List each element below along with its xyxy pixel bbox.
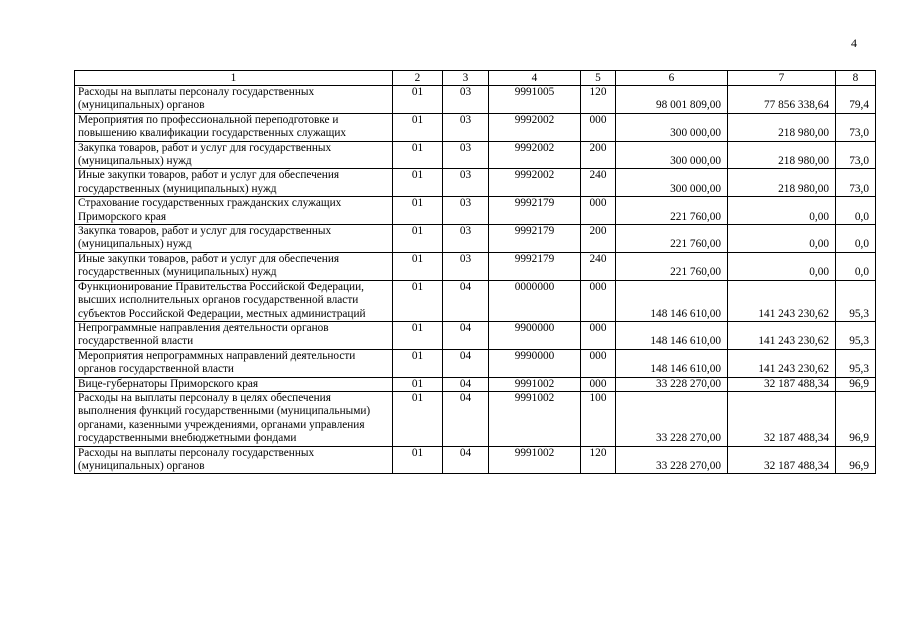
cell-subsection: 03 — [443, 141, 489, 169]
table-row — [75, 225, 876, 253]
cell-percent: 73,0 — [836, 141, 876, 169]
cell-section: 01 — [393, 169, 443, 197]
cell-section: 01 — [393, 280, 443, 321]
table-row — [75, 391, 876, 446]
table-row — [75, 349, 876, 377]
cell-percent: 0,0 — [836, 225, 876, 253]
cell-subsection: 03 — [443, 86, 489, 114]
row-name: Расходы на выплаты персоналу государственных (муниципальных) органов — [75, 86, 393, 114]
cell-target-code: 9991002 — [489, 446, 581, 474]
cell-target-code: 9992179 — [489, 252, 581, 280]
cell-target-code: 9991002 — [489, 377, 581, 391]
cell-section: 01 — [393, 349, 443, 377]
cell-expense-type: 000 — [581, 349, 616, 377]
cell-section: 01 — [393, 113, 443, 141]
cell-percent: 96,9 — [836, 391, 876, 446]
row-name: Иные закупки товаров, работ и услуг для обеспечения государственных (муниципальных) нужд — [75, 169, 393, 197]
cell-section: 01 — [393, 252, 443, 280]
row-name: Расходы на выплаты персоналу государственных (муниципальных) органов — [75, 446, 393, 474]
column-header: 1 — [75, 71, 393, 86]
cell-section: 01 — [393, 321, 443, 349]
cell-planned-amount: 33 228 270,00 — [616, 377, 728, 391]
cell-subsection: 03 — [443, 252, 489, 280]
cell-percent: 96,9 — [836, 377, 876, 391]
cell-expense-type: 120 — [581, 86, 616, 114]
cell-percent: 96,9 — [836, 446, 876, 474]
row-name: Мероприятия по профессиональной переподготовке и повышению квалификации государственных служащих — [75, 113, 393, 141]
cell-expense-type: 000 — [581, 377, 616, 391]
table-row — [75, 446, 876, 474]
cell-percent: 95,3 — [836, 321, 876, 349]
cell-executed-amount: 77 856 338,64 — [728, 86, 836, 114]
cell-planned-amount: 221 760,00 — [616, 197, 728, 225]
cell-section: 01 — [393, 446, 443, 474]
row-name: Непрограммные направления деятельности органов государственной власти — [75, 321, 393, 349]
cell-expense-type: 120 — [581, 446, 616, 474]
cell-target-code: 9992179 — [489, 197, 581, 225]
cell-expense-type: 000 — [581, 197, 616, 225]
cell-expense-type: 200 — [581, 141, 616, 169]
cell-section: 01 — [393, 86, 443, 114]
cell-planned-amount: 300 000,00 — [616, 113, 728, 141]
row-name: Мероприятия непрограммных направлений деятельности органов государственной власти — [75, 349, 393, 377]
cell-subsection: 03 — [443, 225, 489, 253]
cell-percent: 73,0 — [836, 169, 876, 197]
column-header: 4 — [489, 71, 581, 86]
cell-expense-type: 000 — [581, 280, 616, 321]
cell-planned-amount: 33 228 270,00 — [616, 391, 728, 446]
cell-section: 01 — [393, 377, 443, 391]
column-header: 8 — [836, 71, 876, 86]
cell-planned-amount: 98 001 809,00 — [616, 86, 728, 114]
table-row — [75, 321, 876, 349]
cell-subsection: 04 — [443, 391, 489, 446]
cell-percent: 73,0 — [836, 113, 876, 141]
cell-executed-amount: 0,00 — [728, 225, 836, 253]
cell-subsection: 04 — [443, 446, 489, 474]
cell-executed-amount: 218 980,00 — [728, 113, 836, 141]
cell-target-code: 9990000 — [489, 349, 581, 377]
cell-subsection: 03 — [443, 197, 489, 225]
table-header-row — [75, 71, 876, 86]
cell-executed-amount: 141 243 230,62 — [728, 321, 836, 349]
cell-target-code: 9992179 — [489, 225, 581, 253]
cell-executed-amount: 218 980,00 — [728, 141, 836, 169]
cell-percent: 0,0 — [836, 197, 876, 225]
cell-executed-amount: 141 243 230,62 — [728, 280, 836, 321]
cell-expense-type: 000 — [581, 321, 616, 349]
cell-planned-amount: 33 228 270,00 — [616, 446, 728, 474]
cell-section: 01 — [393, 141, 443, 169]
cell-executed-amount: 32 187 488,34 — [728, 377, 836, 391]
cell-executed-amount: 218 980,00 — [728, 169, 836, 197]
table-row — [75, 252, 876, 280]
row-name: Закупка товаров, работ и услуг для государственных (муниципальных) нужд — [75, 141, 393, 169]
cell-expense-type: 200 — [581, 225, 616, 253]
cell-executed-amount: 0,00 — [728, 252, 836, 280]
cell-subsection: 03 — [443, 113, 489, 141]
cell-planned-amount: 148 146 610,00 — [616, 349, 728, 377]
table-row — [75, 169, 876, 197]
table-row — [75, 141, 876, 169]
row-name: Функционирование Правительства Российской Федерации, высших исполнительных органов государственной власти субъектов Российской Федерации, местных администраций — [75, 280, 393, 321]
cell-target-code: 9992002 — [489, 113, 581, 141]
cell-planned-amount: 221 760,00 — [616, 225, 728, 253]
cell-percent: 95,3 — [836, 280, 876, 321]
budget-table — [74, 70, 876, 474]
table-row — [75, 280, 876, 321]
cell-section: 01 — [393, 225, 443, 253]
cell-executed-amount: 32 187 488,34 — [728, 446, 836, 474]
cell-target-code: 9992002 — [489, 141, 581, 169]
cell-expense-type: 240 — [581, 252, 616, 280]
row-name: Страхование государственных гражданских служащих Приморского края — [75, 197, 393, 225]
cell-subsection: 04 — [443, 349, 489, 377]
table-row — [75, 377, 876, 391]
cell-executed-amount: 141 243 230,62 — [728, 349, 836, 377]
cell-section: 01 — [393, 197, 443, 225]
column-header: 5 — [581, 71, 616, 86]
cell-target-code: 9992002 — [489, 169, 581, 197]
column-header: 6 — [616, 71, 728, 86]
cell-section: 01 — [393, 391, 443, 446]
column-header: 7 — [728, 71, 836, 86]
cell-percent: 0,0 — [836, 252, 876, 280]
table-row — [75, 113, 876, 141]
column-header: 3 — [443, 71, 489, 86]
cell-percent: 95,3 — [836, 349, 876, 377]
cell-target-code: 0000000 — [489, 280, 581, 321]
cell-subsection: 04 — [443, 321, 489, 349]
cell-target-code: 9991002 — [489, 391, 581, 446]
cell-executed-amount: 32 187 488,34 — [728, 391, 836, 446]
cell-planned-amount: 300 000,00 — [616, 169, 728, 197]
row-name: Расходы на выплаты персоналу в целях обеспечения выполнения функций государственными (муниципальными) органами, казенными учреждениями, органами управления государственными внебюджетными фондами — [75, 391, 393, 446]
table-row — [75, 86, 876, 114]
cell-subsection: 04 — [443, 377, 489, 391]
cell-target-code: 9900000 — [489, 321, 581, 349]
row-name: Закупка товаров, работ и услуг для государственных (муниципальных) нужд — [75, 225, 393, 253]
column-header: 2 — [393, 71, 443, 86]
cell-planned-amount: 148 146 610,00 — [616, 321, 728, 349]
cell-target-code: 9991005 — [489, 86, 581, 114]
cell-subsection: 03 — [443, 169, 489, 197]
cell-planned-amount: 148 146 610,00 — [616, 280, 728, 321]
row-name: Вице-губернаторы Приморского края — [75, 377, 393, 391]
table-row — [75, 197, 876, 225]
cell-executed-amount: 0,00 — [728, 197, 836, 225]
cell-expense-type: 100 — [581, 391, 616, 446]
cell-subsection: 04 — [443, 280, 489, 321]
cell-percent: 79,4 — [836, 86, 876, 114]
cell-planned-amount: 221 760,00 — [616, 252, 728, 280]
cell-planned-amount: 300 000,00 — [616, 141, 728, 169]
row-name: Иные закупки товаров, работ и услуг для обеспечения государственных (муниципальных) нужд — [75, 252, 393, 280]
cell-expense-type: 240 — [581, 169, 616, 197]
cell-expense-type: 000 — [581, 113, 616, 141]
page-number: 4 — [851, 36, 857, 50]
